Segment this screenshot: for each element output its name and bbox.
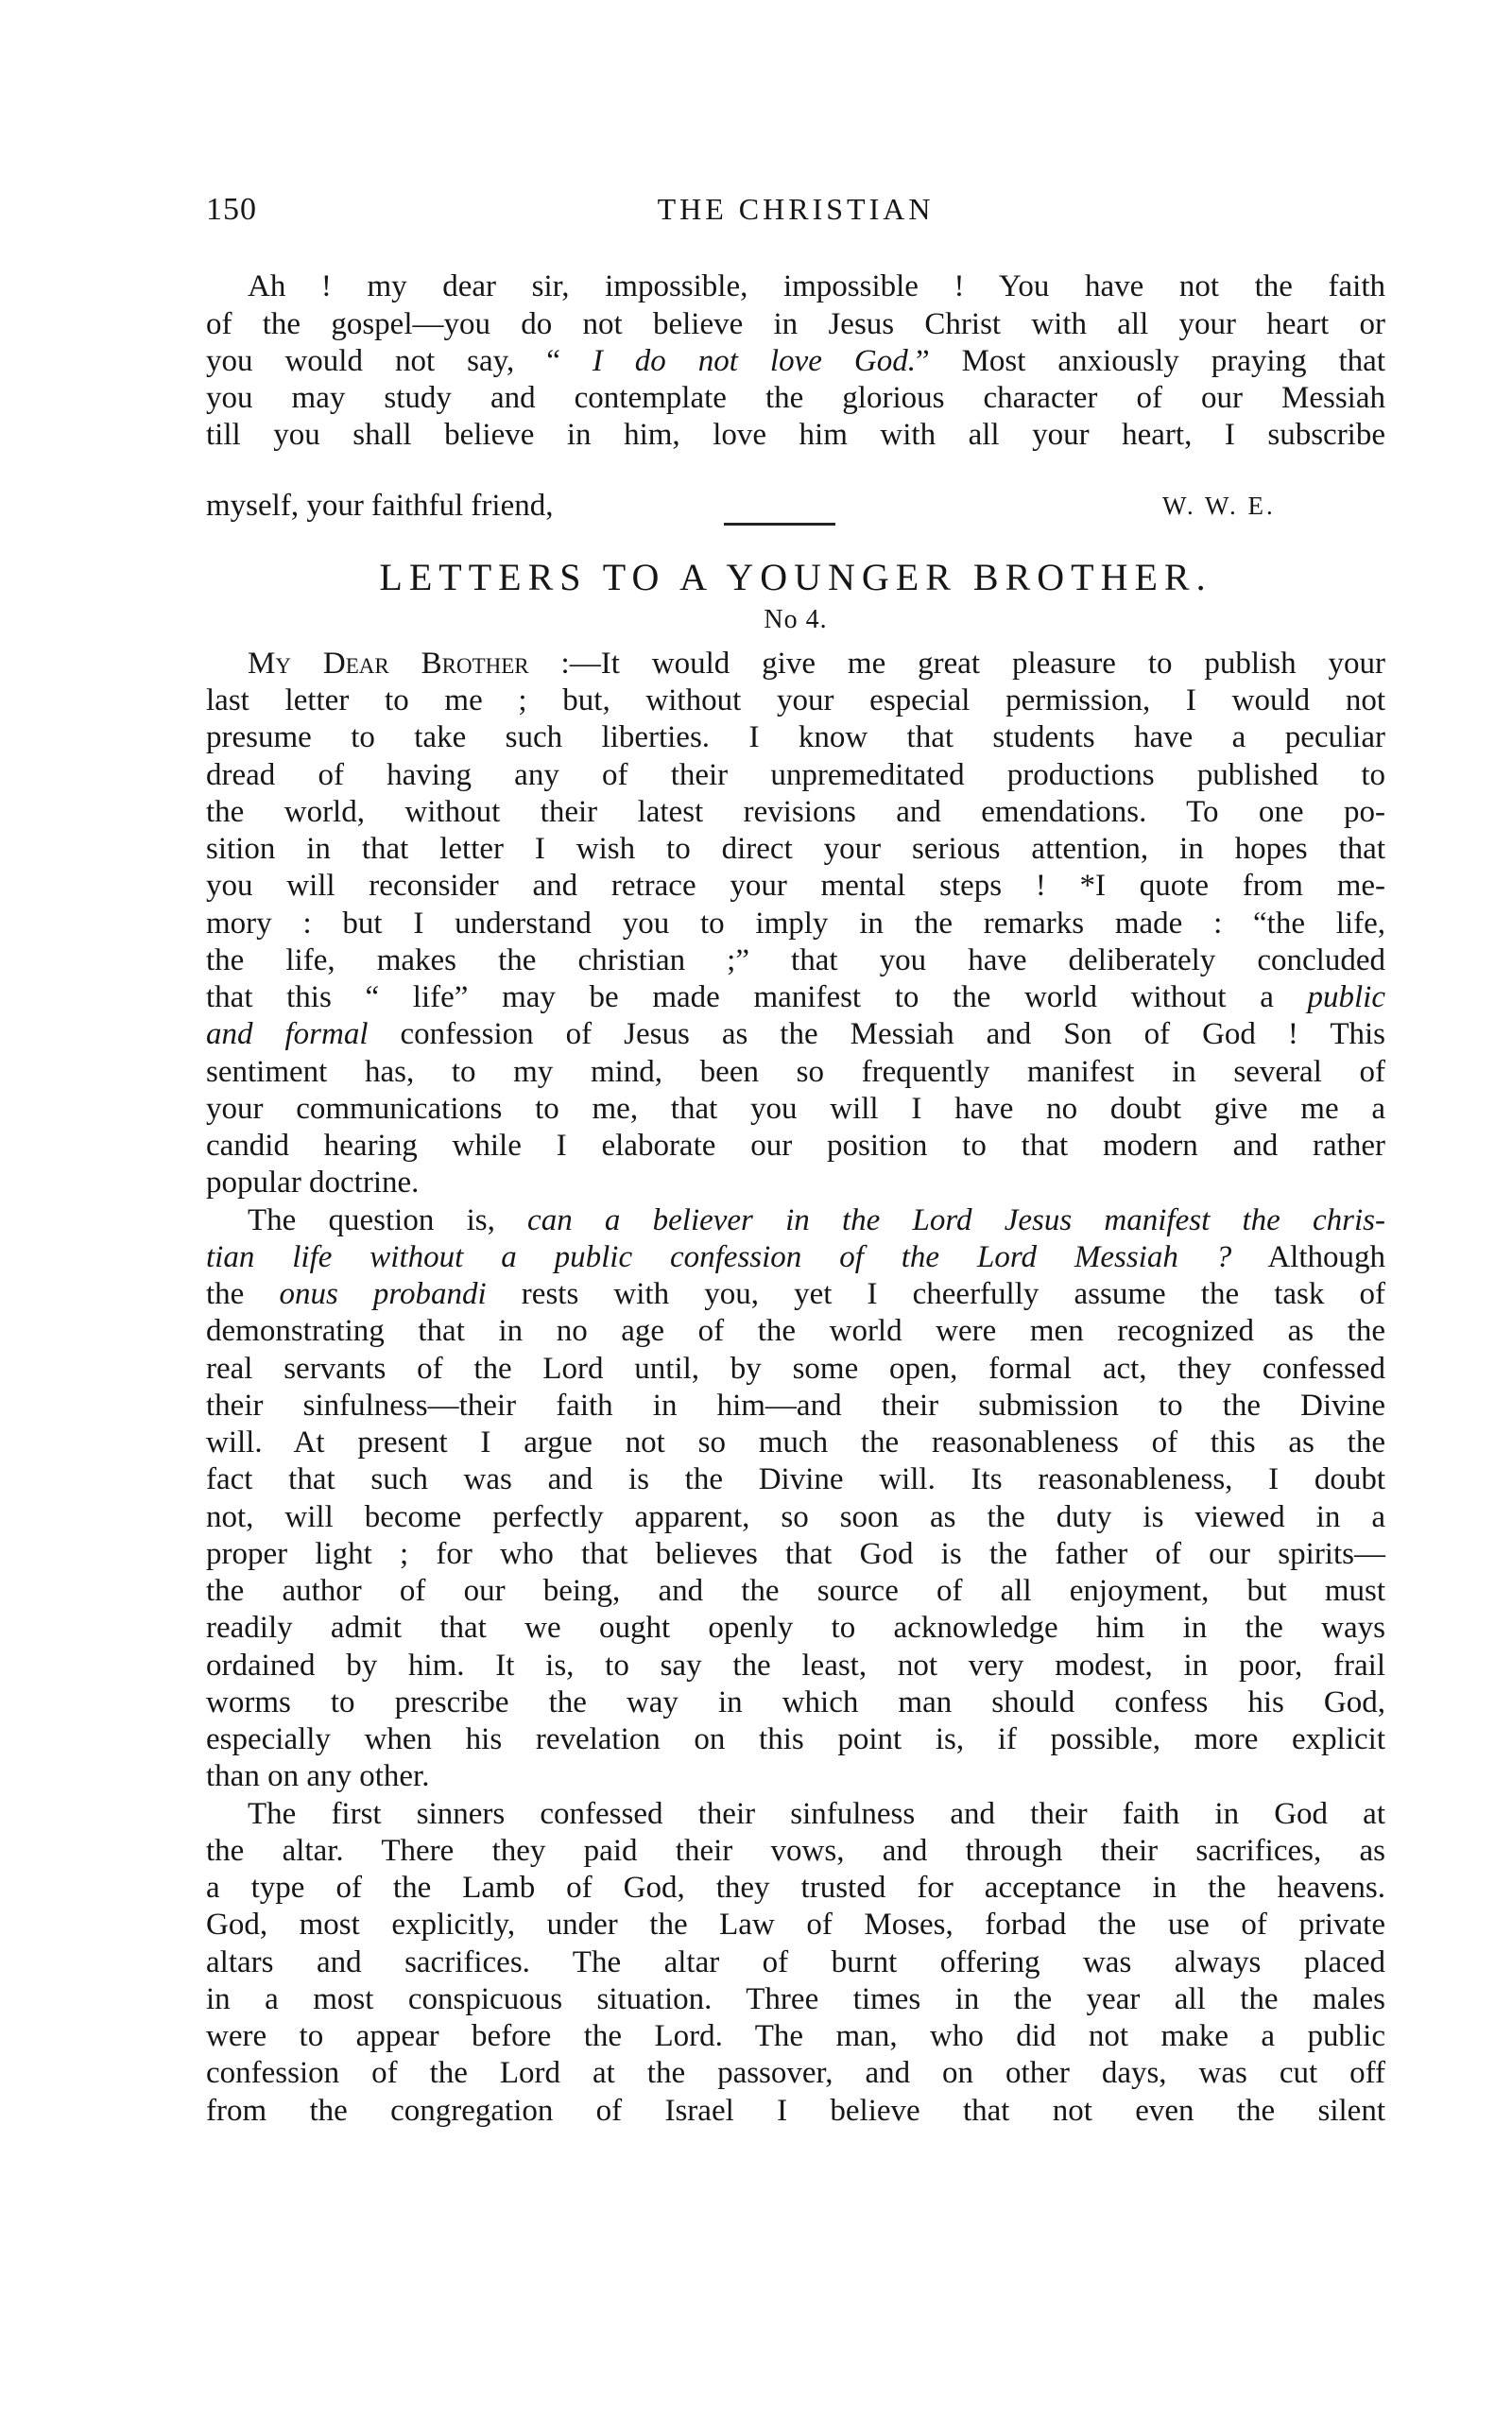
text-line: readily admit that we ought openly to acknowledge him in the ways [206,1611,1385,1645]
text-span: the [206,1277,280,1311]
text-line: proper light ; for who that believes that God is the father of our spirits— [206,1537,1385,1571]
text-line: God, most explicitly, under the Law of Moses, forbad the use of private [206,1908,1385,1942]
text-span: :—It would give me great pleasure to publish your [528,647,1386,681]
text-line: especially when his revelation on this point is, if possible, more explicit [206,1722,1385,1756]
text-span: rests with you, yet I cheerfully assume the task of [486,1277,1385,1311]
text-line: demonstrating that in no age of the world were men recognized as the [206,1314,1385,1348]
text-line: candid hearing while I elaborate our position to that modern and rather [206,1129,1385,1163]
page-header [206,192,1385,239]
text-line: sentiment has, to my mind, been so frequently manifest in several of [206,1055,1385,1089]
text-line: ordained by him. It is, to say the least, not very modest, in poor, frail [206,1649,1385,1683]
text-span: confession of Jesus as the Messiah and Son of God ! This [368,1017,1385,1051]
salutation: My Dear Brother [248,647,529,681]
text-line: The first sinners confessed their sinfulness and their faith in God at [248,1797,1385,1831]
text-span: you would not say, “ [206,344,593,378]
text-line: real servants of the Lord until, by some open, formal act, they confessed [206,1352,1385,1386]
text-line: of the gospel—you do not believe in Jesus Christ with all your heart or [206,307,1385,341]
text-line [206,1015,1385,1053]
italic-question: tian life without a public confession of the Lord Messiah ? [206,1240,1232,1274]
text-line: sition in that letter I wish to direct your serious attention, in hopes that [206,832,1385,866]
text-line: the author of our being, and the source of all enjoyment, but must [206,1574,1385,1608]
text-line: last letter to me ; but, without your especial permission, I would not [206,683,1385,717]
text-line: worms to prescribe the way in which man should confess his God, [206,1685,1385,1719]
text-line: in a most conspicuous situation. Three times in the year all the males [206,1982,1385,2016]
text-line: altars and sacrifices. The altar of burnt offering was always placed [206,1945,1385,1979]
text-line: not, will become perfectly apparent, so soon as the duty is viewed in a [206,1500,1385,1534]
text-line: the altar. There they paid their vows, and through their sacrifices, as [206,1834,1385,1868]
italic-latin: onus probandi [279,1277,487,1311]
text-line: the life, makes the christian ;” that you have deliberately concluded [206,943,1385,977]
italic-phrase: and formal [206,1017,369,1051]
text-line: mory : but I understand you to imply in the remarks made : “the life, [206,907,1385,941]
italic-phrase: public [1307,980,1385,1014]
signoff-row [206,487,1385,525]
text-line: than on any other. [206,1759,430,1793]
section-divider [724,523,835,526]
page-number: 150 [206,192,257,227]
text-line: fact that such was and is the Divine will. Its reasonableness, I doubt [206,1462,1385,1496]
text-line: your communications to me, that you will I have no doubt give me a [206,1092,1385,1126]
text-line: their sinfulness—their faith in him—and their submission to the Divine [206,1389,1385,1423]
running-head: THE CHRISTIAN [657,192,935,226]
text-line: Ah ! my dear sir, impossible, impossible ! You have not the faith [248,269,1385,303]
text-line [206,1238,1385,1276]
text-span: The question is, [248,1203,528,1237]
text-line: you will reconsider and retrace your mental steps ! *I quote from me- [206,869,1385,903]
text-line: popular doctrine. [206,1166,420,1200]
text-line: a type of the Lamb of God, they trusted for acceptance in the heavens. [206,1871,1385,1905]
text-line [206,978,1385,1016]
signature-initials: W. W. E. [1162,492,1276,520]
text-line [248,1201,1385,1239]
text-line [206,1275,1385,1313]
text-line: were to appear before the Lord. The man, who did not make a public [206,2019,1385,2053]
text-line [206,342,1385,380]
article-number: No 4. [764,605,828,634]
text-line: you may study and contemplate the glorious character of our Messiah [206,381,1385,415]
italic-quote: I do not love God. [592,344,916,378]
text-span: that this “ life” may be made manifest to the world without a [206,980,1308,1014]
text-line: from the congregation of Israel I believe that not even the silent [206,2094,1385,2128]
text-line: presume to take such liberties. I know that students have a peculiar [206,720,1385,754]
text-line: confession of the Lord at the passover, and on other days, was cut off [206,2056,1385,2090]
italic-question: can a believer in the Lord Jesus manifest the chris- [527,1203,1385,1237]
text-span: ” Most anxiously praying that [915,344,1385,378]
text-line: till you shall believe in him, love him with all your heart, I subscribe [206,418,1385,452]
text-line: the world, without their latest revisions and emendations. To one po- [206,795,1385,829]
text-line [248,645,1385,682]
text-line: dread of having any of their unpremeditated productions published to [206,758,1385,792]
text-span: Although [1231,1240,1385,1274]
signoff-text: myself, your faithful friend, [206,489,554,523]
text-line: will. At present I argue not so much the reasonableness of this as the [206,1425,1385,1460]
article-title: LETTERS TO A YOUNGER BROTHER. [379,556,1212,598]
